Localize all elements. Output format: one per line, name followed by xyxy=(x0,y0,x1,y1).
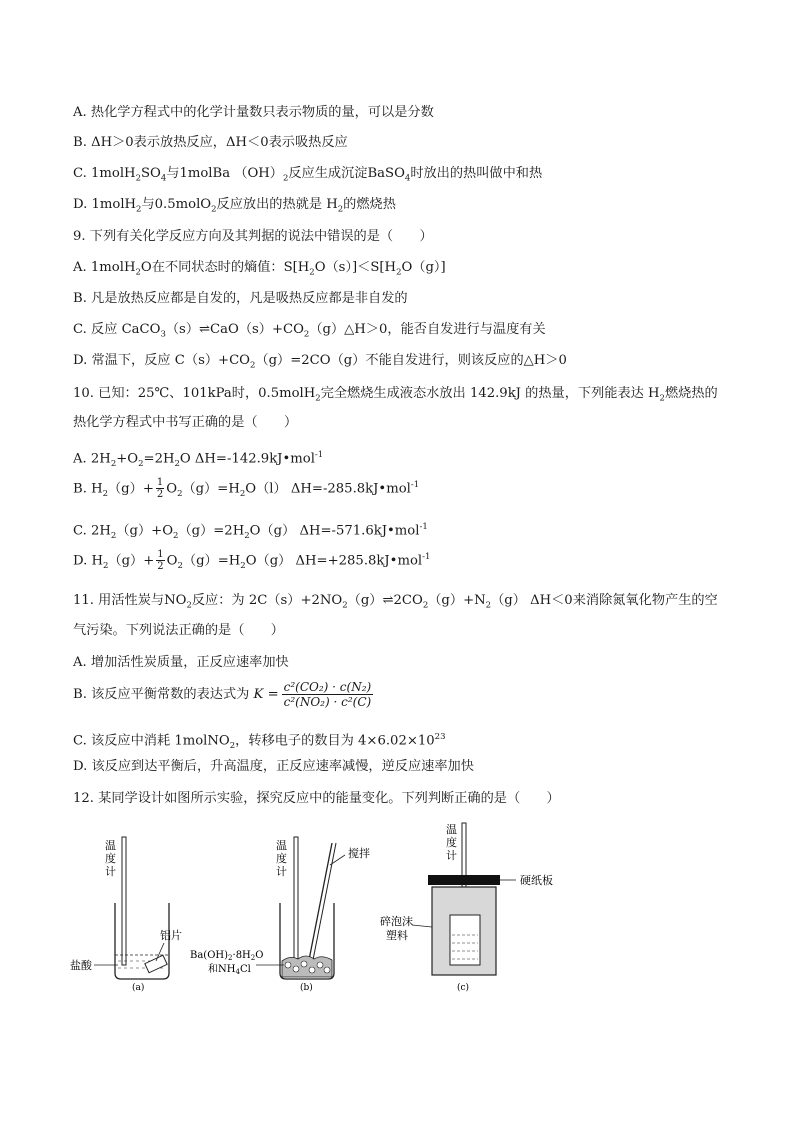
q9-option-d: D. 常温下，反应 $C(s)+CO_2(g)=2CO(g)$不能自发进行，则该反应的△H＞0 xyxy=(73,353,567,371)
q11-stem-line1: 11. 用活性炭与$NO_2$反应：为 $2C(s)+2NO_2(g)\rightleftharpoons 2CO_2(g)+N_2(g)$ ΔH＜0来消除氮氧化物产生的空 xyxy=(73,593,718,611)
cardboard-lid-icon xyxy=(428,875,500,885)
q10-option-b: B. $H_2(g)+$ $\frac{1}{2}$ $O_2(g)=H_2O(l)$ ΔH=-285.8kJ•mol$^{-1}$ xyxy=(73,477,420,501)
foam-label-line2: 塑料 xyxy=(386,929,408,942)
q8-option-c: C. $1molH_2SO_4$与1molBa $(OH)_2$反应生成沉淀BaSO$_4$时放出的热叫做中和热 xyxy=(73,166,543,184)
thermometer-label-char: 度 xyxy=(276,852,287,865)
q11-option-a: A. 增加活性炭质量，正反应速率加快 xyxy=(73,655,289,670)
inner-beaker-icon xyxy=(450,915,480,965)
caption-a: (a) xyxy=(132,983,145,993)
thermometer-icon xyxy=(122,837,126,965)
thermometer-label-char: 温 xyxy=(446,823,457,836)
thermometer-label-char: 温 xyxy=(276,839,287,852)
thermometer-icon xyxy=(294,837,298,965)
q11-option-c: C. 该反应中消耗 1molNO$_2$，转移电子的数目为 $4\times 6.02\times 10^{23}$ xyxy=(73,732,446,752)
thermometer-label-char: 计 xyxy=(446,849,457,862)
q11-stem-line2: 气污染。下列说法正确的是（ ） xyxy=(73,623,284,638)
thermometer-label-char: 计 xyxy=(105,865,116,878)
q9-stem: 9. 下列有关化学反应方向及其判据的说法中错误的是（ ） xyxy=(73,229,433,244)
q10-option-d: D. $H_2(g)+$ $\frac{1}{2}$ $O_2(g)=H_2O(g)$ ΔH=+285.8kJ•mol$^{-1}$ xyxy=(73,549,431,573)
thermometer-label-char: 度 xyxy=(105,852,116,865)
half-fraction: $\frac{1}{2}$ xyxy=(157,549,164,573)
experiment-figure xyxy=(60,815,580,995)
q10-stem-line1: 10. 已知：25℃、101kPa时，0.5molH$_2$完全燃烧生成液态水放出 142.9kJ 的热量，下列能表达 $H_2$燃烧热的 xyxy=(73,386,718,404)
beaker-b xyxy=(190,837,370,993)
q9-option-c: C. 反应 $CaCO_3(s)\rightleftharpoons CaO(s)+CO_2(g)\triangle H>0$，能否自发进行与温度有关 xyxy=(73,322,546,340)
caption-c: (c) xyxy=(457,983,470,993)
equilibrium-constant-fraction: $\frac{\text{c²(CO₂) · c(N₂)}}{\text{c²(NO₂) · c²(C)}}$ xyxy=(283,680,372,709)
stirring-rod-icon xyxy=(308,843,332,965)
q12-stem: 12. 某同学设计如图所示实验，探究反应中的能量变化。下列判断正确的是（ ） xyxy=(73,791,560,806)
calorimeter-c xyxy=(380,823,553,993)
thermometer-label-char: 温 xyxy=(105,839,116,852)
stir-label: 搅拌 xyxy=(348,847,370,860)
q9-option-b: B. 凡是放热反应都是自发的，凡是吸热反应都是非自发的 xyxy=(73,291,408,306)
caption-b: (b) xyxy=(300,983,313,993)
q10-option-a: A. $2H_2+O_2=2H_2O$ ΔH=-142.9kJ•mol$^{-1}$ xyxy=(73,450,324,470)
hydrochloric-acid-label: 盐酸 xyxy=(70,959,92,972)
thermometer-label-char: 度 xyxy=(446,836,457,849)
q11-option-d: D. 该反应到达平衡后，升高温度，正反应速率减慢，逆反应速率加快 xyxy=(73,759,474,774)
aluminum-label: 铝片 xyxy=(160,929,182,942)
half-fraction: $\frac{1}{2}$ xyxy=(156,477,164,501)
beaker-a xyxy=(70,837,182,993)
q10-option-c: C. $2H_2(g)+O_2(g)=2H_2O(g)$ ΔH=-571.6kJ•mol$^{-1}$ xyxy=(73,522,428,542)
cardboard-label: 硬纸板 xyxy=(520,874,553,887)
nh4cl-label: 和$NH_4Cl$ xyxy=(208,964,251,976)
thermometer-label-char: 计 xyxy=(276,865,287,878)
aluminum-strip-icon xyxy=(145,955,167,973)
q8-option-b: B. ΔH＞0表示放热反应，ΔH＜0表示吸热反应 xyxy=(73,135,348,150)
q8-option-d: D. 1molH$_2$与0.5molO$_2$反应放出的热就是 $H_2$的燃烧热 xyxy=(73,197,396,215)
foam-label-line1: 碎泡沫 xyxy=(380,915,413,928)
q8-option-a: A. 热化学方程式中的化学计量数只表示物质的量，可以是分数 xyxy=(73,105,434,120)
q11-option-b: B. 该反应平衡常数的表达式为 K = $\frac{\text{c²(CO₂) · c(N₂)}}{\text{c²(NO₂) · c²(C)}}$ xyxy=(73,680,372,709)
q10-stem-line2: 热化学方程式中书写正确的是（ ） xyxy=(73,415,298,430)
baoh2-label: $Ba(OH)_2\cdot 8H_2O$ xyxy=(190,950,264,962)
q9-option-a: A. 1molH$_2$O在不同状态时的熵值：$S[H_2O(s)]<S[H_2O(g)]$ xyxy=(73,260,446,278)
